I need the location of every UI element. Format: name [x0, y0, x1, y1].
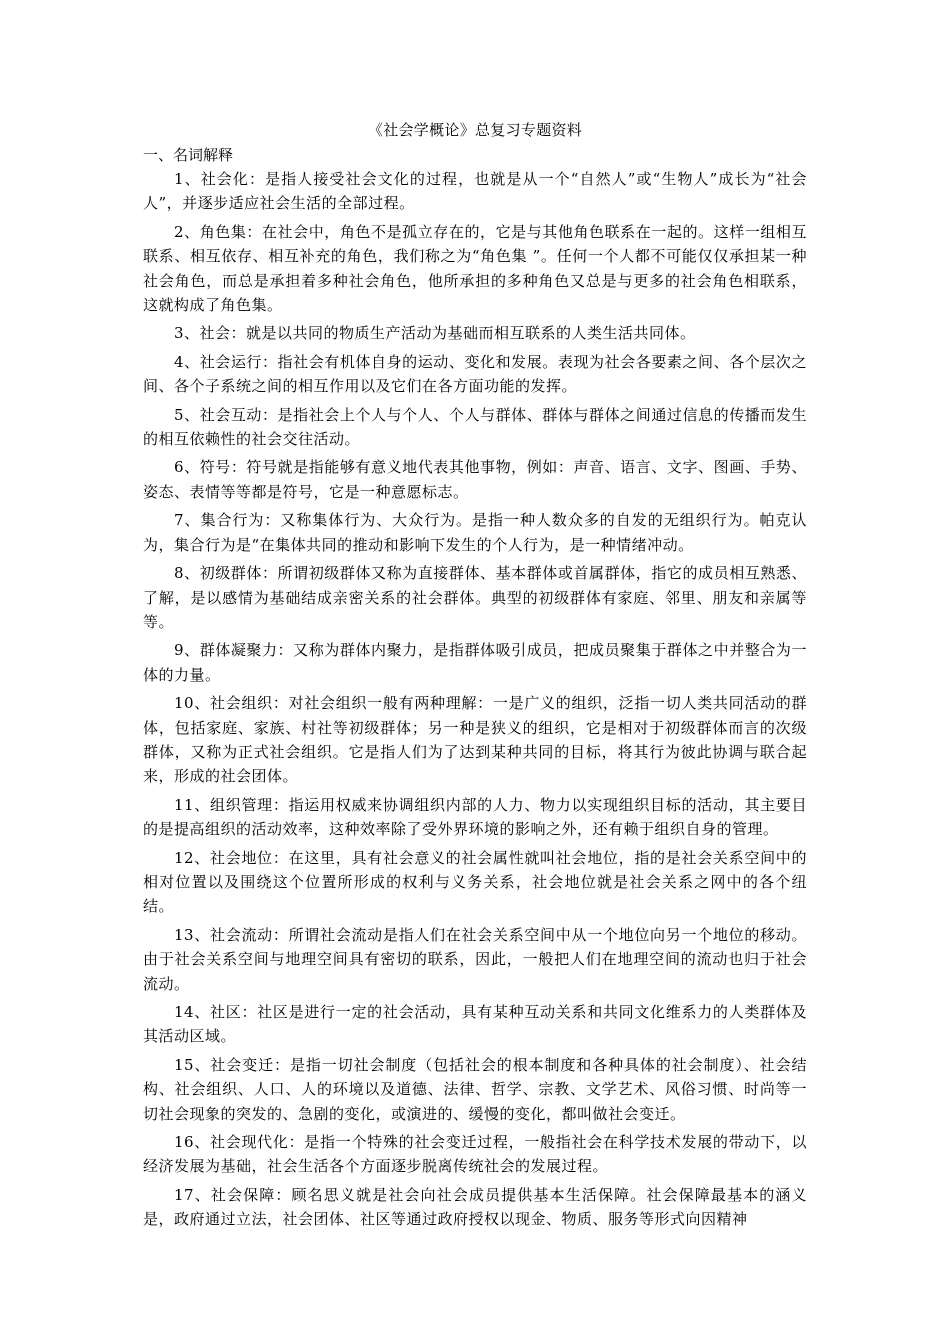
term-entry-12: 12、社会地位：在这里，具有社会意义的社会属性就叫社会地位，指的是社会关系空间中的相对位置以及围绕这个位置所形成的权利与义务关系，社会地位就是社会关系之网中的各个纽结。	[143, 848, 807, 916]
term-entry-14: 14、社区：社区是进行一定的社会活动，具有某种互动关系和共同文化维系力的人类群体及其活动区域。	[143, 1003, 807, 1046]
term-entry-3: 3、社会：就是以共同的物质生产活动为基础而相互联系的人类生活共同体。	[174, 324, 696, 343]
term-entry-10: 10、社会组织：对社会组织一般有两种理解：一是广义的组织，泛指一切人类共同活动的群体，包括家庭、家族、村社等初级群体；另一种是狭义的组织，它是相对于初级群体而言的次级群体，又称为正式社会组织。它是指人们为了达到某种共同的目标，将其行为彼此协调与联合起来，形成的社会团体。	[143, 694, 807, 786]
document-page	[143, 118, 807, 1236]
term-entry-13: 13、社会流动：所谓社会流动是指人们在社会关系空间中从一个地位向另一个地位的移动。由于社会关系空间与地理空间具有密切的联系，因此，一般把人们在地理空间的流动也归于社会流动。	[143, 925, 807, 993]
term-entry-1: 1、社会化：是指人接受社会文化的过程，也就是从一个“自然人”或“生物人”成长为“社会人”，并逐步适应社会生活的全部过程。	[143, 170, 807, 213]
term-entry-4: 4、社会运行：指社会有机体自身的运动、变化和发展。表现为社会各要素之间、各个层次之间、各个子系统之间的相互作用以及它们在各方面功能的发挥。	[143, 352, 807, 396]
section-heading: 一、名词解释	[143, 146, 234, 164]
term-entry-7: 7、集合行为：又称集体行为、大众行为。是指一种人数众多的自发的无组织行为。帕克认为，集合行为是“在集体共同的推动和影响下发生的个人行为，是一种情绪冲动。	[143, 511, 807, 554]
term-entry-2: 2、角色集：在社会中，角色不是孤立存在的，它是与其他角色联系在一起的。这样一组相互联系、相互依存、相互补充的角色，我们称之为“角色集 ”。任何一个人都不可能仅仅承担某一种社会角色，而总是承担着多种社会角色，他所承担的多种角色又总是与更多的社会角色相联系，这就构成了角色集。	[143, 222, 807, 315]
term-entry-16: 16、社会现代化：是指一个特殊的社会变迁过程，一般指社会在科学技术发展的带动下，以经济发展为基础，社会生活各个方面逐步脱离传统社会的发展过程。	[143, 1133, 807, 1176]
term-entry-11: 11、组织管理：指运用权威来协调组织内部的人力、物力以实现组织目标的活动，其主要目的是提高组织的活动效率，这种效率除了受外界环境的影响之外，还有赖于组织自身的管理。	[143, 795, 807, 839]
term-entry-6: 6、符号：符号就是指能够有意义地代表其他事物，例如：声音、语言、文字、图画、手势、姿态、表情等等都是符号，它是一种意愿标志。	[143, 458, 807, 501]
term-entry-17: 17、社会保障：顾名思义就是社会向社会成员提供基本生活保障。社会保障最基本的涵义是，政府通过立法，社会团体、社区等通过政府授权以现金、物质、服务等形式向因精神	[143, 1185, 807, 1229]
term-entry-15: 15、社会变迁：是指一切社会制度（包括社会的根本制度和各种具体的社会制度）、社会结构、社会组织、人口、人的环境以及道德、法律、哲学、宗教、文学艺术、风俗习惯、时尚等一切社会现象的突发的、急剧的变化，或演进的、缓慢的变化，都叫做社会变迁。	[143, 1055, 807, 1123]
term-entry-8: 8、初级群体：所谓初级群体又称为直接群体、基本群体或首属群体，指它的成员相互熟悉、了解，是以感情为基础结成亲密关系的社会群体。典型的初级群体有家庭、邻里、朋友和亲属等等。	[143, 564, 807, 631]
term-entry-5: 5、社会互动：是指社会上个人与个人、个人与群体、群体与群体之间通过信息的传播而发生的相互依赖性的社会交往活动。	[143, 405, 807, 449]
document-title: 《社会学概论》总复习专题资料	[367, 121, 583, 139]
term-entry-9: 9、群体凝聚力：又称为群体内聚力，是指群体吸引成员，把成员聚集于群体之中并整合为一体的力量。	[143, 641, 807, 684]
